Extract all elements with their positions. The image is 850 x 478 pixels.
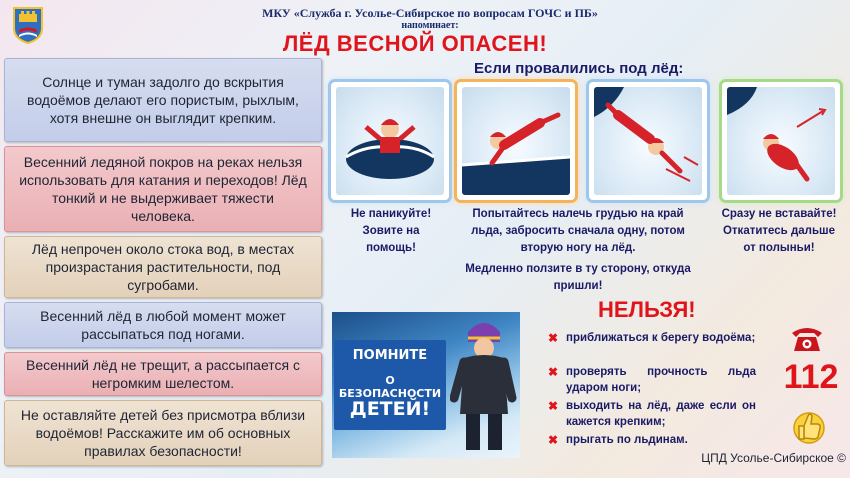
tip-card [4,352,322,396]
tip-card [4,302,322,348]
child-icon [450,314,518,458]
cross-icon: ✖ [548,433,559,447]
forbidden-item [548,330,756,346]
poster-line-1: ПОМНИТЕ [352,348,428,363]
organization-name: МКУ «Служба г. Усолье-Сибирское по вопросам ГОЧС и ПБ» [262,6,598,20]
tip-text: Весенний ледяной покров на реках нельзя использовать для катания и переходов! Лёд тонкий и не выдерживает тяжести человека. [19,154,307,224]
coat-of-arms-icon [12,6,44,44]
step-3-text: Медленно ползите в ту сторону, откуда пришли! [465,263,691,292]
forbidden-item [548,432,756,448]
tip-card [4,236,322,298]
step-3-illustration [589,82,707,200]
step-2-illustration [457,82,575,200]
tip-card [4,58,322,142]
tip-text: Лёд непрочен около стока вод, в местах произрастания растительности, под сугробами. [31,241,295,293]
forbidden-item-text: приближаться к берегу водоёма; [566,332,756,344]
cross-icon: ✖ [548,399,559,413]
fell-through-heading: Если провалились под лёд: [474,60,684,77]
forbidden-item [548,364,756,396]
step-4-illustration [722,82,840,200]
tip-text: Солнце и туман задолго до вскрытия водоёмов делают его пористым, рыхлым, хотя внешне он выглядит крепким. [27,74,299,126]
poster-line-3: ДЕТЕЙ! [349,398,431,420]
step-4-text: Сразу не вставайте! Откатитесь дальше от полыньи! [721,208,837,254]
step-2-text: Попытайтесь налечь грудью на край льда, забросить сначала одну, потом вторую ногу на лёд. [471,208,685,254]
credit-text: ЦПД Усолье-Сибирское © [701,451,846,465]
page-title: ЛЁД ВЕСНОЙ ОПАСЕН! [282,31,548,56]
tip-card [4,400,322,466]
tip-text: Не оставляйте детей без присмотра вблизи водоёмов! Расскажите им об основных правилах безопасности! [20,407,306,459]
person-climbing-ice-icon [462,87,570,195]
poster-line-2: О БЕЗОПАСНОСТИ [338,374,442,400]
step-1-illustration [331,82,449,200]
forbidden-item [548,398,756,430]
cross-icon: ✖ [548,365,559,379]
forbidden-heading: НЕЛЬЗЯ! [598,297,696,322]
forbidden-item-text: проверять прочность льда ударом ноги; [566,366,756,394]
person-in-water-icon [336,87,444,195]
person-rolling-icon [727,87,835,195]
tip-text: Весенний лёд в любой момент может рассыпаться под ногами. [40,308,286,342]
cross-icon: ✖ [548,331,559,345]
forbidden-item-text: выходить на лёд, даже если он кажется крепким; [566,400,756,428]
forbidden-item-text: прыгать по льдинам. [566,434,688,446]
tip-text: Весенний лёд не трещит, а рассыпается с негромким шелестом. [25,357,300,391]
header-subtitle: напоминает: [401,20,459,31]
tip-card [4,146,322,232]
poster-banner [334,340,446,430]
step-1-text: Не паникуйте! Зовите на помощь! [350,208,432,254]
thumbs-up-icon [792,402,826,444]
phone-icon [790,325,824,353]
child-safety-poster [332,312,520,458]
emergency-number: 112 [783,358,839,396]
person-crawling-icon [594,87,702,195]
